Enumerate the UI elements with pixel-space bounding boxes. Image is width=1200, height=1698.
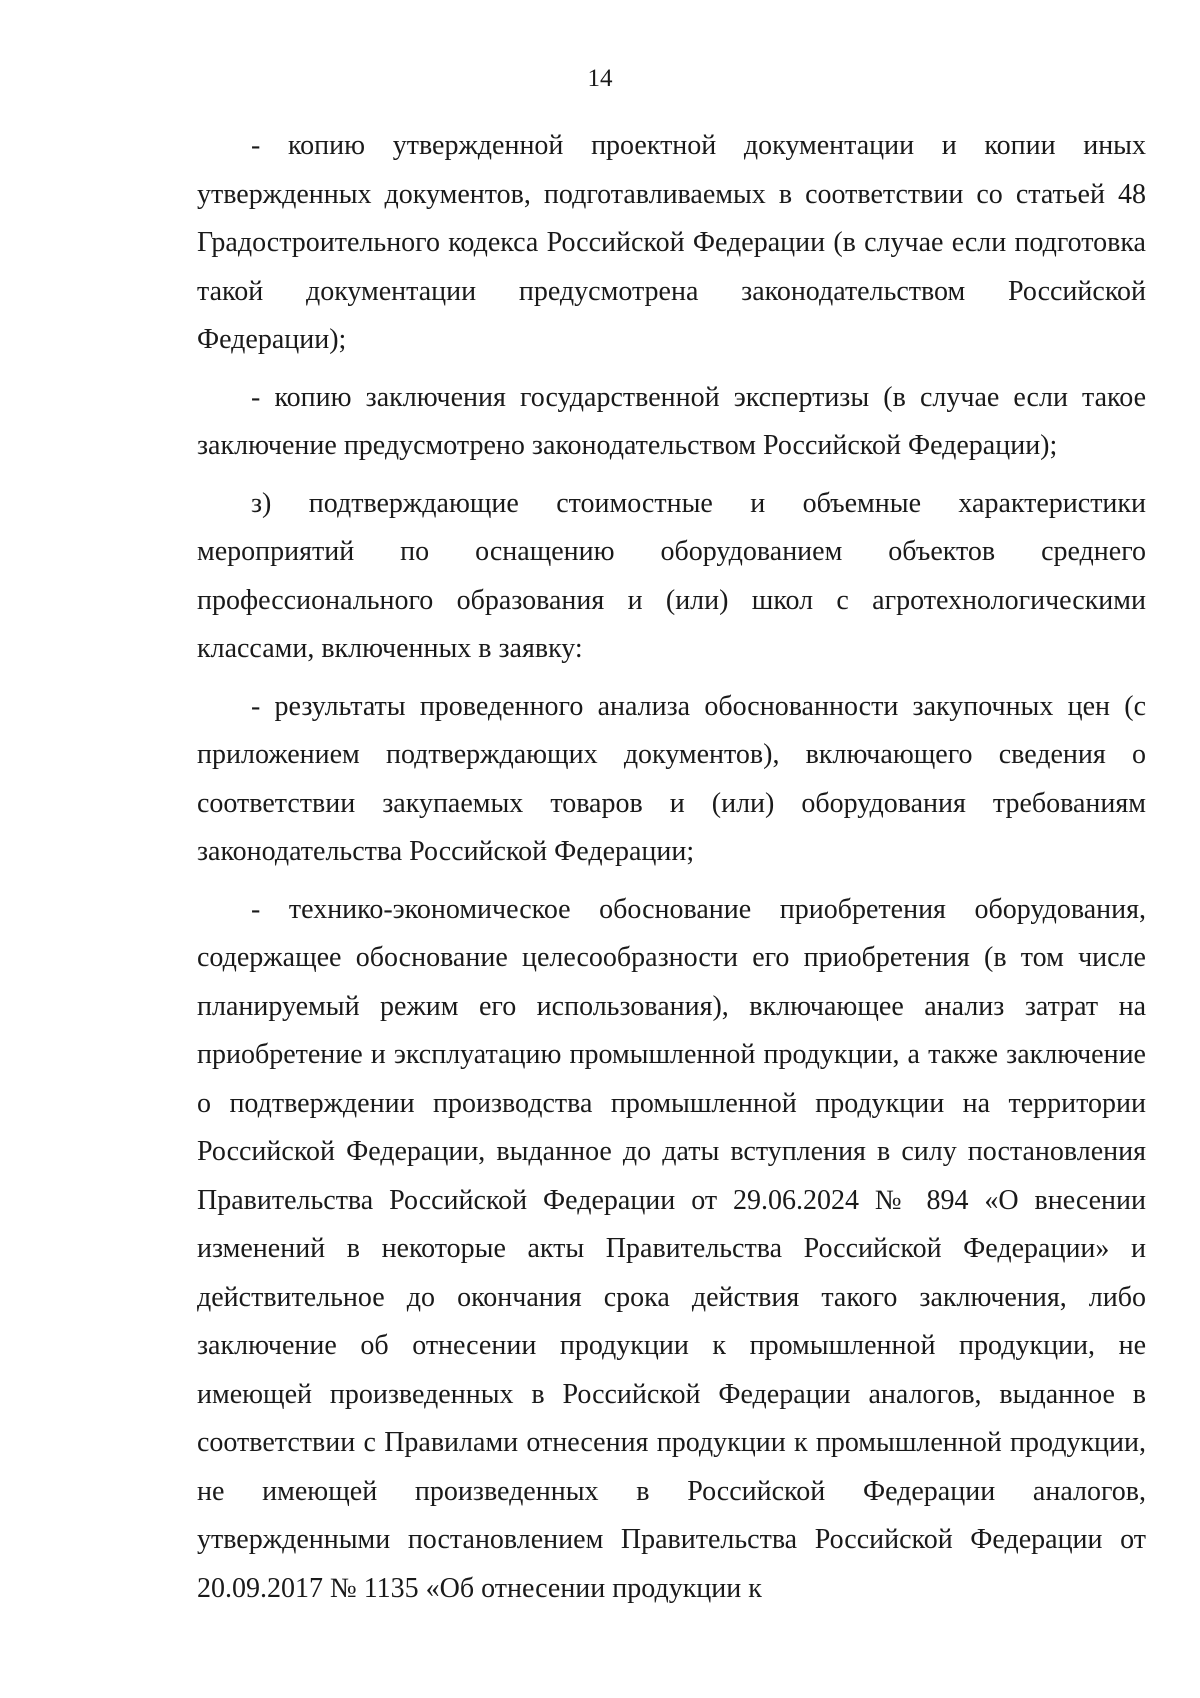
paragraph-state-expertise: - копию заключения государственной экспертизы (в случае если такое заключение предусмотрено законодательством Российской Федерации);	[197, 381, 1146, 461]
paragraph-project-documentation: - копию утвержденной проектной документации и копии иных утвержденных документов, подготавливаемых в соответствии со статьей 48 Градостроительного кодекса Российской Федерации (в случае если подготовка такой документации предусмотрена законодательством Российской Федерации);	[197, 130, 1146, 355]
paragraph-feasibility-study: - технико-экономическое обоснование приобретения оборудования, содержащее обоснование целесообразности его приобретения (в том числе планируемый режим его использования), включающее анализ затрат на приобретение и эксплуатацию промышленной продукции, а также заключение о подтверждении производства промышленной продукции на территории Российской Федерации, выданное до даты вступления в силу постановления Правительства Российской Федерации от 29.06.2024 № 894 «О внесении изменений в некоторые акты Правительства Российской Федерации» и действительное до окончания срока действия такого заключения, либо заключение об отнесении продукции к промышленной продукции, не имеющей произведенных в Российской Федерации аналогов, выданное в соответствии с Правилами отнесения продукции к промышленной продукции, не имеющей произведенных в Российской Федерации аналогов, утвержденными постановлением Правительства Российской Федерации от 20.09.2017 № 1135 «Об отнесении продукции к	[197, 893, 1146, 1604]
page-number: 14	[587, 65, 613, 92]
paragraph-price-analysis: - результаты проведенного анализа обоснованности закупочных цен (с приложением подтверждающих документов), включающего сведения о соответствии закупаемых товаров и (или) оборудования требованиям законодательства Российской Федерации;	[197, 690, 1146, 867]
paragraph-item-z: з) подтверждающие стоимостные и объемные характеристики мероприятий по оснащению оборудованием объектов среднего профессионального образования и (или) школ с агротехнологическими классами, включенных в заявку:	[197, 487, 1146, 664]
document-body	[197, 122, 1146, 1622]
